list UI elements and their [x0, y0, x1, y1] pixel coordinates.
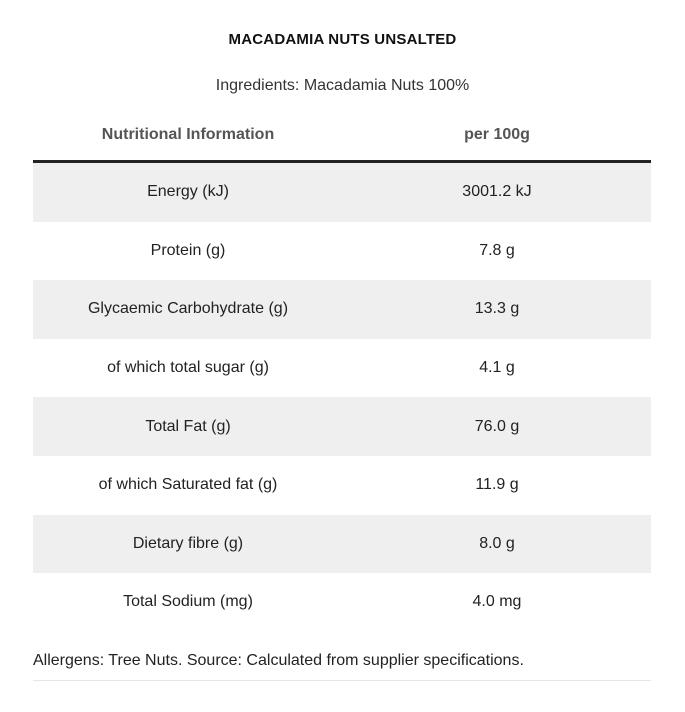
table-row — [33, 222, 651, 281]
nutrient-label: of which total sugar (g) — [107, 359, 269, 377]
nutrient-label: Total Fat (g) — [145, 417, 231, 435]
ingredients-text: Ingredients: Macadamia Nuts 100% — [215, 77, 470, 94]
nutrient-label: Glycaemic Carbohydrate (g) — [87, 300, 289, 318]
nutrient-label: Total Sodium (mg) — [123, 593, 253, 611]
nutrient-value: 4.1 g — [479, 359, 515, 377]
header-per-100g: per 100g — [464, 126, 530, 143]
table-row — [33, 573, 651, 632]
table-row — [33, 339, 651, 398]
nutrient-value: 8.0 g — [479, 534, 515, 552]
nutrient-label: of which Saturated fat (g) — [98, 476, 278, 494]
nutrient-value: 4.0 mg — [472, 593, 522, 611]
nutrient-value: 13.3 g — [474, 300, 520, 318]
nutrient-value: 7.8 g — [479, 241, 515, 259]
nutrient-label: Protein (g) — [150, 241, 226, 259]
nutrient-label: Dietary fibre (g) — [132, 534, 244, 552]
header-nutrient-label: Nutritional Information — [101, 126, 275, 143]
nutrient-value: 3001.2 kJ — [462, 183, 532, 201]
table-header — [33, 110, 651, 163]
table-row — [33, 515, 651, 574]
table-row — [33, 397, 651, 456]
nutrient-label: Energy (kJ) — [147, 183, 229, 201]
table-row — [33, 456, 651, 515]
nutrient-value: 11.9 g — [475, 476, 519, 494]
allergens-note: Allergens: Tree Nuts. Source: Calculated from supplier specifications. — [33, 652, 651, 681]
nutrient-value: 76.0 g — [474, 417, 520, 435]
product-title: MACADAMIA NUTS UNSALTED — [228, 31, 457, 48]
nutrition-table — [33, 110, 651, 632]
table-row — [33, 163, 651, 222]
table-row — [33, 280, 651, 339]
